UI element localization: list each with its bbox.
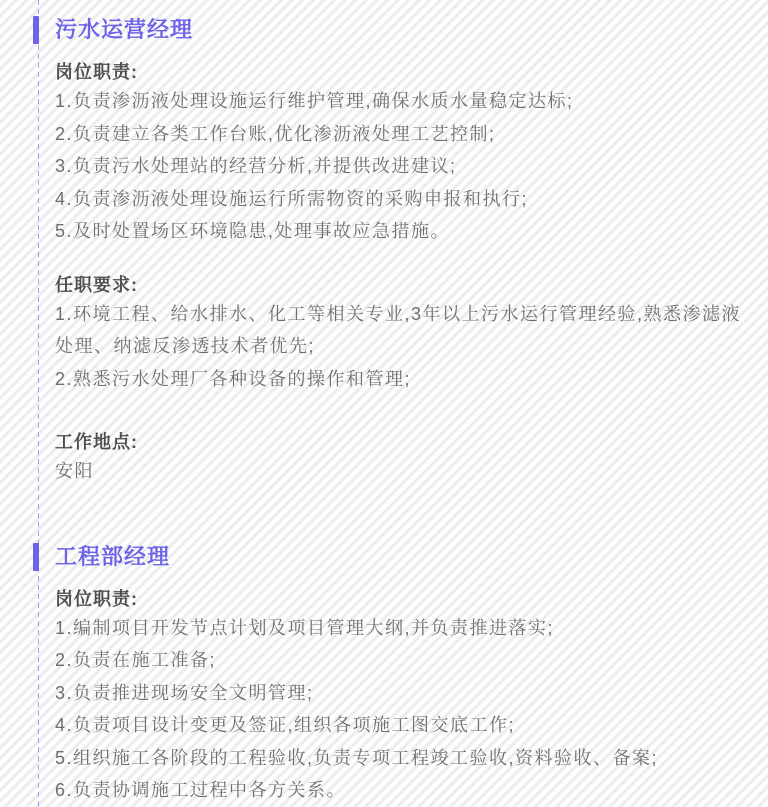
- list-item: 4.负责项目设计变更及签证,组织各项施工图交底工作;: [55, 715, 516, 735]
- block-label: 岗位职责:: [55, 588, 138, 609]
- list-item: 2.负责建立各类工作台账,优化渗沥液处理工艺控制;: [55, 123, 496, 144]
- job-title-heading: [55, 15, 746, 45]
- block-label: 工作地点:: [55, 432, 138, 452]
- list-item: 3.负责推进现场安全文明管理;: [55, 682, 314, 703]
- block-requirements: [55, 272, 746, 396]
- timeline-dashed-line: [38, 0, 39, 807]
- job-section-engineering-dept-manager: [55, 542, 746, 807]
- work-location-value: 安阳: [55, 461, 94, 481]
- block-responsibilities: [55, 586, 746, 807]
- list-item: 5.组织施工各阶段的工程验收,负责专项工程竣工验收,资料验收、备案;: [55, 747, 659, 768]
- accent-bar-icon: [33, 16, 39, 44]
- list-item: 5.及时处置场区环境隐患,处理事故应急措施。: [55, 221, 451, 241]
- block-label: 任职要求:: [55, 274, 138, 295]
- page-content: [55, 0, 746, 807]
- block-work-location: [55, 429, 746, 488]
- list-item: 1.环境工程、给水排水、化工等相关专业,3年以上污水运行管理经验,熟悉渗滤液处理、纳滤反渗透技术者优先;: [55, 303, 742, 356]
- job-title-text: 工程部经理: [55, 543, 171, 569]
- list-item: 4.负责渗沥液处理设施运行所需物资的采购申报和执行;: [55, 188, 529, 209]
- list-item: 6.负责协调施工过程中各方关系。: [55, 780, 347, 800]
- list-item: 3.负责污水处理站的经营分析,并提供改进建议;: [55, 156, 457, 176]
- job-title-text: 污水运营经理: [55, 17, 194, 42]
- block-responsibilities: [55, 59, 746, 248]
- block-label: 岗位职责:: [55, 62, 138, 82]
- job-section-sewage-operations-manager: [55, 15, 746, 488]
- list-item: 1.编制项目开发节点计划及项目管理大纲,并负责推进落实;: [55, 617, 555, 638]
- job-title-heading: [55, 542, 746, 572]
- list-item: 1.负责渗沥液处理设施运行维护管理,确保水质水量稳定达标;: [55, 91, 574, 111]
- accent-bar-icon: [33, 543, 39, 571]
- list-item: 2.负责在施工准备;: [55, 650, 217, 670]
- list-item: 2.熟悉污水处理厂各种设备的操作和管理;: [55, 368, 412, 389]
